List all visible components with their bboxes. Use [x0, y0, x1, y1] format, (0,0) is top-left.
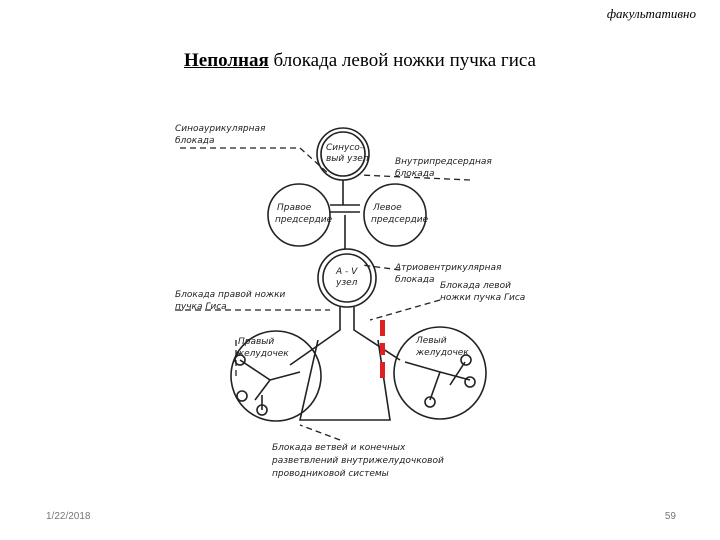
label-branch-block: проводниковой системы — [272, 469, 389, 479]
leader-branch-block — [300, 425, 340, 440]
block-marker — [380, 343, 385, 355]
label-right-atrium: предсердие — [275, 215, 333, 225]
block-marker — [380, 320, 385, 336]
label-rbbb: пучка Гиса — [175, 302, 227, 312]
label-left-atrium: предсердие — [371, 215, 429, 225]
label-rbbb: Блокада правой ножки — [175, 290, 286, 300]
label-left-ventricle: желудочек — [416, 348, 469, 358]
label-lbbb: ножки пучка Гиса — [440, 293, 526, 303]
leader-lbbb — [370, 300, 440, 320]
label-av-node: узел — [336, 278, 358, 288]
label-left-atrium: Левое — [373, 203, 402, 213]
label-av-block: блокада — [395, 275, 435, 285]
label-av-node: А - V — [336, 267, 358, 277]
footer-date: 1/22/2018 — [46, 511, 91, 522]
label-sa-block: Синоаурикулярная — [175, 124, 266, 134]
title-bold-part: Неполная — [183, 50, 269, 71]
label-av-block: Атриовентрикулярная — [395, 263, 502, 273]
label-branch-block: Блокада ветвей и конечных — [272, 443, 406, 453]
right-ventricle-node — [237, 391, 247, 401]
right-purkinje — [240, 360, 300, 410]
label-branch-block: разветвлений внутрижелудочковой — [272, 456, 444, 466]
left-ventricle-node — [465, 377, 475, 387]
block-marker — [380, 362, 385, 378]
footer-page-number: 59 — [664, 511, 676, 522]
left-purkinje — [405, 362, 470, 400]
corner-note: факультативно — [606, 6, 696, 21]
label-lbbb: Блокада левой — [440, 281, 511, 291]
leader-sa-block — [180, 148, 330, 175]
label-sa-node: вый узел — [326, 154, 369, 164]
label-sa-block: блокада — [175, 136, 215, 146]
label-sa-node: Синусо- — [326, 143, 364, 153]
label-right-atrium: Правое — [277, 203, 312, 213]
label-right-ventricle: Правый — [238, 337, 275, 347]
internodal-paths — [330, 180, 360, 249]
label-left-ventricle: Левый — [416, 336, 447, 346]
label-intra-atrial: блокада — [395, 169, 435, 179]
label-right-ventricle: желудочек — [236, 349, 289, 359]
title-rest: блокада левой ножки пучка гиса — [268, 50, 536, 71]
label-intra-atrial: Внутрипредсердная — [395, 157, 492, 167]
